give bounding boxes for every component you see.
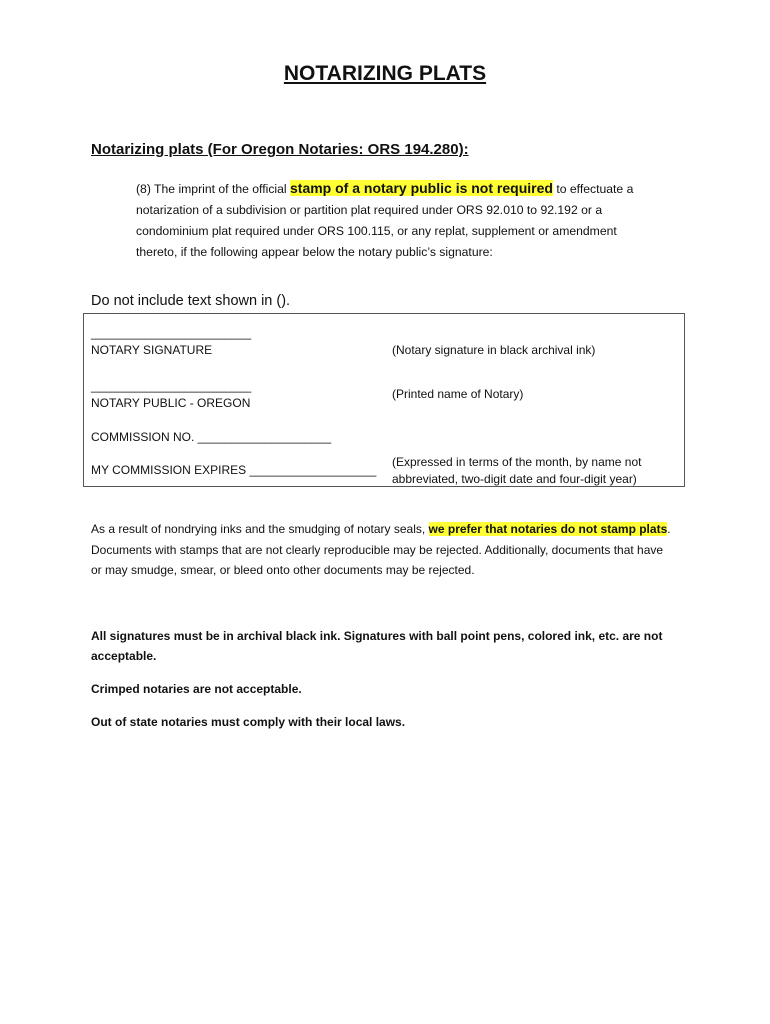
rule-crimped-notaries: Crimped notaries are not acceptable. <box>91 682 302 696</box>
notary-block-form <box>83 313 685 487</box>
notice-suffix: . Documents with stamps that are not clearly reproducible may be rejected. Additionally, documents that have or may smudge, smear, or bleed onto other documents may be rejected. <box>91 522 671 577</box>
name-label: NOTARY PUBLIC - OREGON <box>91 396 251 410</box>
commission-expires-label: MY COMMISSION EXPIRES ___________________ <box>91 463 377 477</box>
signature-note: (Notary signature in black archival ink) <box>392 343 596 357</box>
expires-note-line1: (Expressed in terms of the month, by name not <box>392 455 642 469</box>
rule-archival-ink: All signatures must be in archival black ink. Signatures with ball point pens, colored ink, etc. are not acceptable. <box>91 629 663 663</box>
notice-highlight: we prefer that notaries do not stamp plats <box>428 522 668 536</box>
notice-paragraph <box>91 519 671 581</box>
signature-line: ________________________ <box>91 326 252 340</box>
name-note: (Printed name of Notary) <box>392 387 524 401</box>
statute-suffix: to effectuate a notarization of a subdivision or partition plat required under ORS 92.010 to 92.192 or a condominium plat required under ORS 100.115, or any replat, supplement or amendment thereto, if the following appear below the notary public’s signature: <box>136 182 634 259</box>
expires-note-line2: abbreviated, two-digit date and four-digit year) <box>392 472 637 486</box>
notice-prefix: As a result of nondrying inks and the smudging of notary seals, <box>91 522 429 536</box>
name-line: ________________________ <box>91 379 252 393</box>
commission-number-label: COMMISSION NO. ____________________ <box>91 430 332 444</box>
rule-out-of-state: Out of state notaries must comply with their local laws. <box>91 715 406 729</box>
page-title: NOTARIZING PLATS <box>283 62 487 85</box>
signature-label: NOTARY SIGNATURE <box>91 343 213 357</box>
section-heading: Notarizing plats (For Oregon Notaries: ORS 194.280): <box>91 141 469 158</box>
statute-paragraph <box>136 178 646 263</box>
statute-prefix: (8) The imprint of the official <box>136 182 290 196</box>
statute-highlight: stamp of a notary public is not required <box>290 180 553 196</box>
instruction-text: Do not include text shown in (). <box>91 293 291 309</box>
